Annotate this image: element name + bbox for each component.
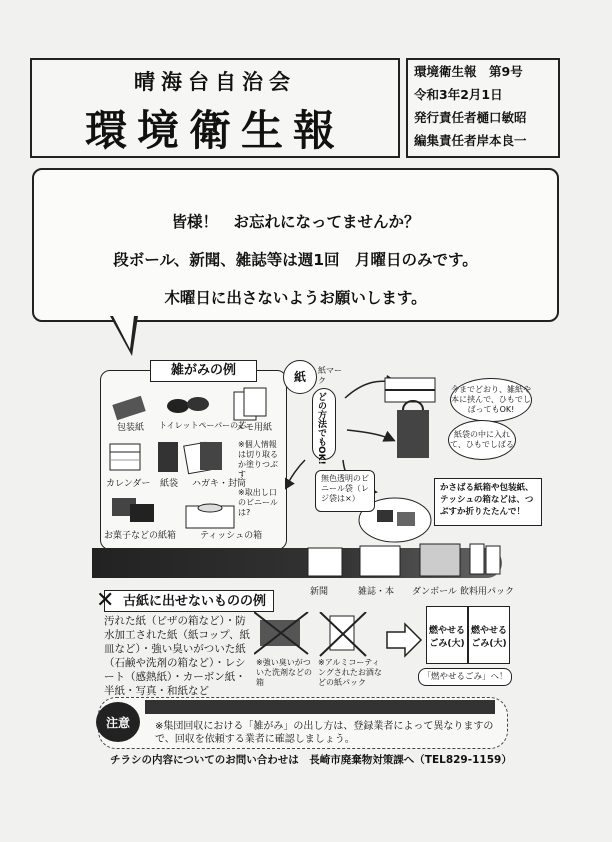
newspaper-icon (308, 548, 342, 576)
item-memo-paper: メモ用紙 (236, 423, 273, 433)
issue-info (406, 58, 560, 158)
issue-date: 令和3年2月1日 (414, 87, 503, 102)
callout-paper-bag: 紙袋の中に入れて、ひもでしばる (448, 420, 516, 460)
publisher: 発行責任者樋口敏昭 (414, 110, 527, 125)
not-paper-label (104, 590, 274, 612)
shopping-bag-icon (397, 410, 429, 458)
wrapping-paper-icon (112, 396, 145, 420)
not-paper-illustrations (254, 612, 384, 662)
category-cardboard: ダンボール (412, 587, 457, 597)
privacy-note: ※個人情報は切り取るか塗りつぶす (238, 440, 278, 479)
contact-info: チラシの内容についてのお問い合わせは 長崎市廃棄物対策課へ（TEL829-1159） (110, 754, 512, 766)
editor: 編集責任者岸本良一 (414, 133, 527, 148)
alu-carton-caption: ※アルミコーティングされたお酒などの紙パック (318, 658, 382, 687)
association-name: 晴海台自治会 (134, 70, 296, 94)
reminder-line-2: 段ボール、新聞、雑誌等は週1回 月曜日のみです。 (113, 251, 478, 269)
ok-label: どの方法でもOK! (316, 392, 326, 465)
detergent-caption: ※強い臭いがついた洗剤などの箱 (256, 658, 312, 687)
burnable-bag-2-label: 燃やせるごみ(大) (471, 626, 508, 649)
newsletter-title: 環境衛生報 (84, 106, 345, 155)
magazine-icon (360, 546, 400, 576)
item-toilet-roll: トイレットペーパーの芯 (159, 421, 247, 430)
category-drink-carton: 飲料用パック (460, 587, 515, 597)
cross-icon: ✕ (96, 588, 115, 613)
calendar-icon (110, 444, 140, 470)
masthead (30, 58, 400, 158)
item-calendar: カレンダー (106, 479, 151, 489)
clear-bag-note: 無色透明のビニール袋（レジ袋は×） (315, 470, 375, 512)
callout-tie-with-string: 今までどおり、雑紙や本に挟んで、ひもでしばってもOK! (450, 378, 532, 422)
paper-mark-icon: 紙 (283, 360, 317, 394)
burnable-bag-1 (426, 606, 468, 664)
zatsugami-label: 雑がみの例 (150, 360, 257, 382)
drink-carton-icon (470, 544, 484, 574)
item-paper-bag: 紙袋 (160, 479, 179, 489)
vinyl-note: ※取出し口のビニールは? (238, 488, 278, 517)
item-tissue-box: ティッシュの箱 (200, 531, 263, 541)
right-arrow-icon (385, 622, 423, 658)
reminder-line-3: 木曜日に出さないようお願いします。 (164, 289, 427, 307)
burnable-bag-2 (468, 606, 510, 664)
paper-mark-note: 紙マーク (318, 366, 342, 385)
recycle-category-icons (300, 540, 510, 582)
attention-mark: 注意 (96, 702, 140, 742)
toilet-roll-icon (167, 399, 189, 413)
burnable-note: 「燃やせるごみ」へ！ (418, 668, 512, 686)
reminder-line-1: 皆様！ お忘れになってませんか？ (171, 213, 420, 231)
issue-number: 環境衛生報 第9号 (414, 64, 523, 79)
not-paper-label-text: 古紙に出せないものの例 (123, 594, 267, 609)
item-wrapping-paper: 包装紙 (117, 423, 145, 433)
category-magazine: 雑誌・本 (358, 587, 395, 597)
burnable-bag-1-label: 燃やせるごみ(大) (429, 626, 466, 649)
reminder-bubble (32, 168, 559, 322)
not-paper-text: 汚れた紙（ピザの箱など）・防水加工された紙（紙コップ、紙皿など）・強い臭いがついた紙（石鹸や洗剤の箱など）・レシート（感熱紙）・カーボン紙・半紙・写真・和紙など (104, 615, 250, 697)
paper-bag-icon (158, 442, 178, 472)
attention-band (145, 700, 495, 714)
category-newspaper: 新聞 (310, 587, 329, 597)
item-postcard: ハガキ・封筒 (192, 479, 247, 489)
cardboard-icon (420, 544, 460, 576)
attention-text: ※集団回収における「雑がみ」の出し方は、登録業者によって異なりますので、回収を依頼する業者に確認しましょう。 (155, 721, 494, 745)
item-candy-box: お菓子などの紙箱 (104, 531, 177, 541)
fold-boxes-note: かさばる紙箱や包装紙、テッシュの箱などは、つぶすか折りたたんで！ (434, 478, 542, 526)
